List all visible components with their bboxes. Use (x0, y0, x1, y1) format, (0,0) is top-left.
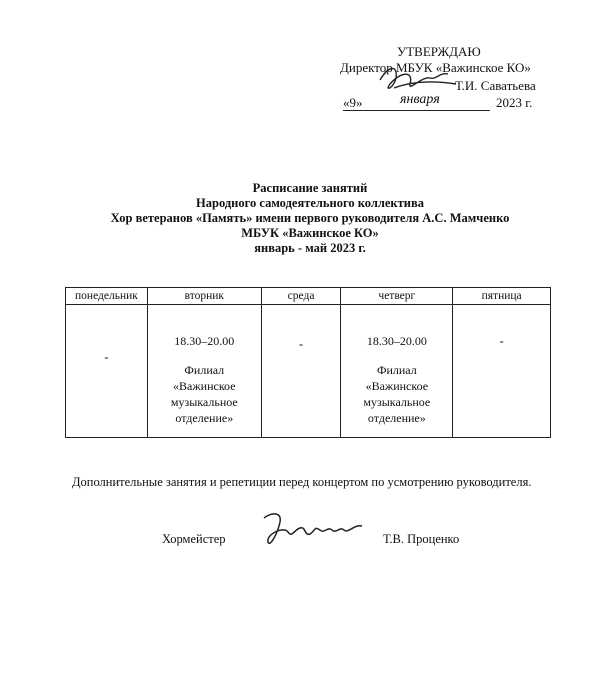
choirmaster-signature (258, 508, 368, 556)
table-row (66, 305, 551, 438)
approval-name: Т.И. Саватьева (455, 78, 536, 93)
thursday-place-line: «Важинское (365, 379, 429, 393)
title-line-2: Народного самодеятельного коллектива (196, 196, 424, 210)
approval-date-day: «9» (343, 95, 363, 110)
cell-friday (453, 305, 551, 438)
tuesday-place-line: отделение» (175, 411, 234, 425)
header-monday: понедельник (66, 288, 148, 305)
approval-date-year: 2023 г. (496, 95, 533, 110)
thursday-place-line: Филиал (376, 363, 417, 377)
approval-heading: УТВЕРЖДАЮ (397, 44, 481, 59)
header-wednesday: среда (261, 288, 341, 305)
approval-date-month: января (400, 92, 440, 107)
choirmaster-name: Т.В. Проценко (383, 532, 460, 546)
cell-monday (66, 305, 148, 438)
tuesday-place-line: Филиал (184, 363, 225, 377)
cell-tuesday (147, 305, 261, 438)
thursday-time: 18.30–20.00 (366, 334, 427, 348)
schedule-table (65, 287, 551, 438)
additional-note: Дополнительные занятия и репетиции перед концертом по усмотрению руководителя. (72, 475, 532, 489)
cell-wednesday (261, 305, 341, 438)
tuesday-time: 18.30–20.00 (174, 334, 235, 348)
thursday-place-line: музыкальное (363, 395, 431, 409)
date-underline (343, 110, 490, 111)
header-thursday: четверг (341, 288, 453, 305)
friday-value: - (499, 333, 504, 348)
approval-position: Директор МБУК «Важинское КО» (340, 60, 531, 75)
document-title (0, 181, 600, 256)
thursday-place (341, 362, 452, 426)
table-header-row (66, 288, 551, 305)
title-line-1: Расписание занятий (252, 181, 368, 195)
tuesday-place-line: «Важинское (173, 379, 236, 393)
monday-value: - (104, 349, 109, 364)
header-friday: пятница (453, 288, 551, 305)
title-line-3: Хор ветеранов «Память» имени первого руководителя А.С. Мамченко (110, 211, 510, 225)
wednesday-value: - (298, 336, 304, 351)
choirmaster-role: Хормейстер (162, 532, 226, 546)
thursday-place-line: отделение» (367, 411, 426, 425)
tuesday-place (148, 362, 261, 426)
tuesday-place-line: музыкальное (170, 395, 238, 409)
title-line-4: МБУК «Важинское КО» (241, 226, 379, 240)
header-tuesday: вторник (147, 288, 261, 305)
cell-thursday (341, 305, 453, 438)
title-line-5: январь - май 2023 г. (254, 241, 366, 255)
